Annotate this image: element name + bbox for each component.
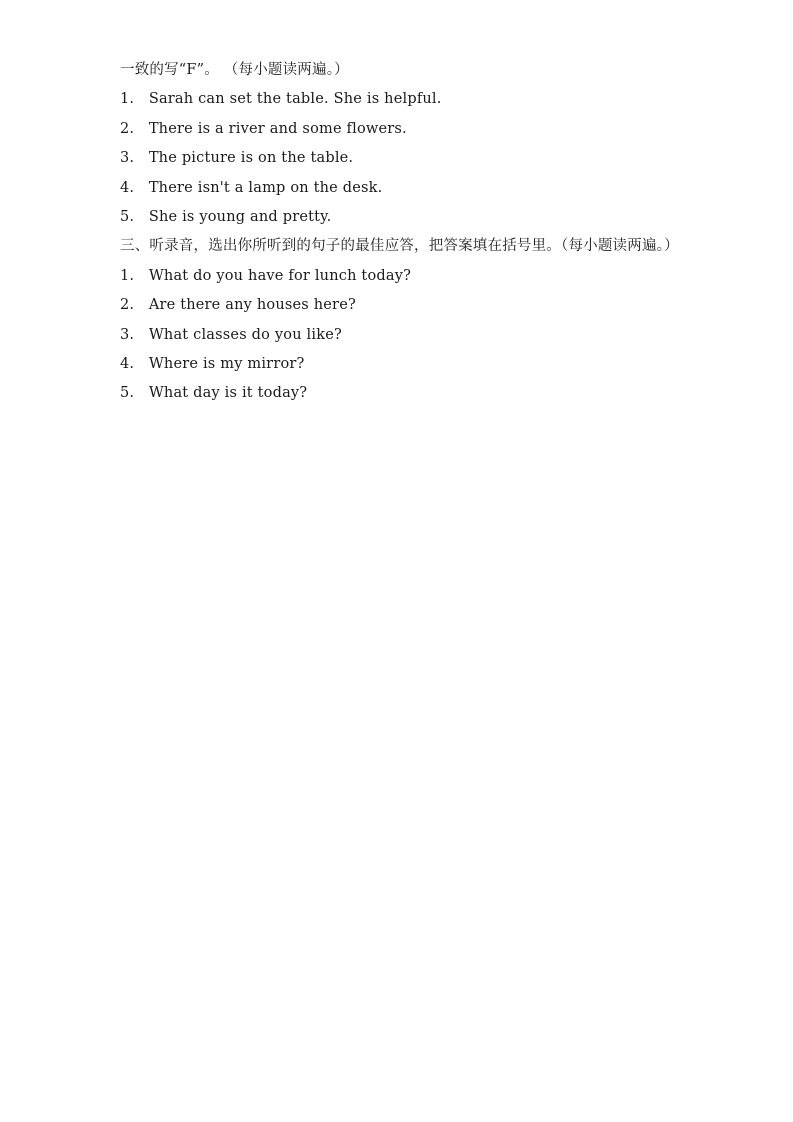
item-number: 4. <box>120 355 135 372</box>
section2-item-4 <box>120 174 680 203</box>
item-number: 3. <box>120 150 135 167</box>
item-text: There is a river and some flowers. <box>148 120 407 137</box>
item-number: 5. <box>120 385 135 402</box>
item-number: 4. <box>120 179 135 196</box>
section3-item-2 <box>120 291 680 320</box>
item-text: Sarah can set the table. She is helpful. <box>148 91 442 108</box>
item-text: Where is my mirror? <box>148 355 305 372</box>
item-number: 1. <box>120 91 135 108</box>
item-text: There isn't a lamp on the desk. <box>148 179 383 196</box>
item-number: 5. <box>120 208 135 225</box>
document-content <box>120 56 680 409</box>
section3-item-5 <box>120 379 680 408</box>
item-text: What day is it today? <box>148 385 308 402</box>
item-text: Are there any houses here? <box>148 297 356 314</box>
item-text: What classes do you like? <box>148 326 342 343</box>
item-text: She is young and pretty. <box>148 208 332 225</box>
section3-item-1 <box>120 262 680 291</box>
item-number: 2. <box>120 120 135 137</box>
item-number: 2. <box>120 297 135 314</box>
section3-heading: 三、听录音，选出你所听到的句子的最佳应答，把答案填在括号里。（每小题读两遍。） <box>120 238 679 255</box>
section3-item-4 <box>120 350 680 379</box>
item-text: What do you have for lunch today? <box>148 267 412 284</box>
section2-item-2 <box>120 115 680 144</box>
section2-item-3 <box>120 144 680 173</box>
section2-instruction-tail: 一致的写“F”。 （每小题读两遍。） <box>120 62 349 78</box>
section2-item-5 <box>120 203 680 232</box>
item-text: The picture is on the table. <box>148 150 354 167</box>
item-number: 1. <box>120 267 135 284</box>
section2-item-1 <box>120 85 680 114</box>
item-number: 3. <box>120 326 135 343</box>
section3-item-3 <box>120 321 680 350</box>
